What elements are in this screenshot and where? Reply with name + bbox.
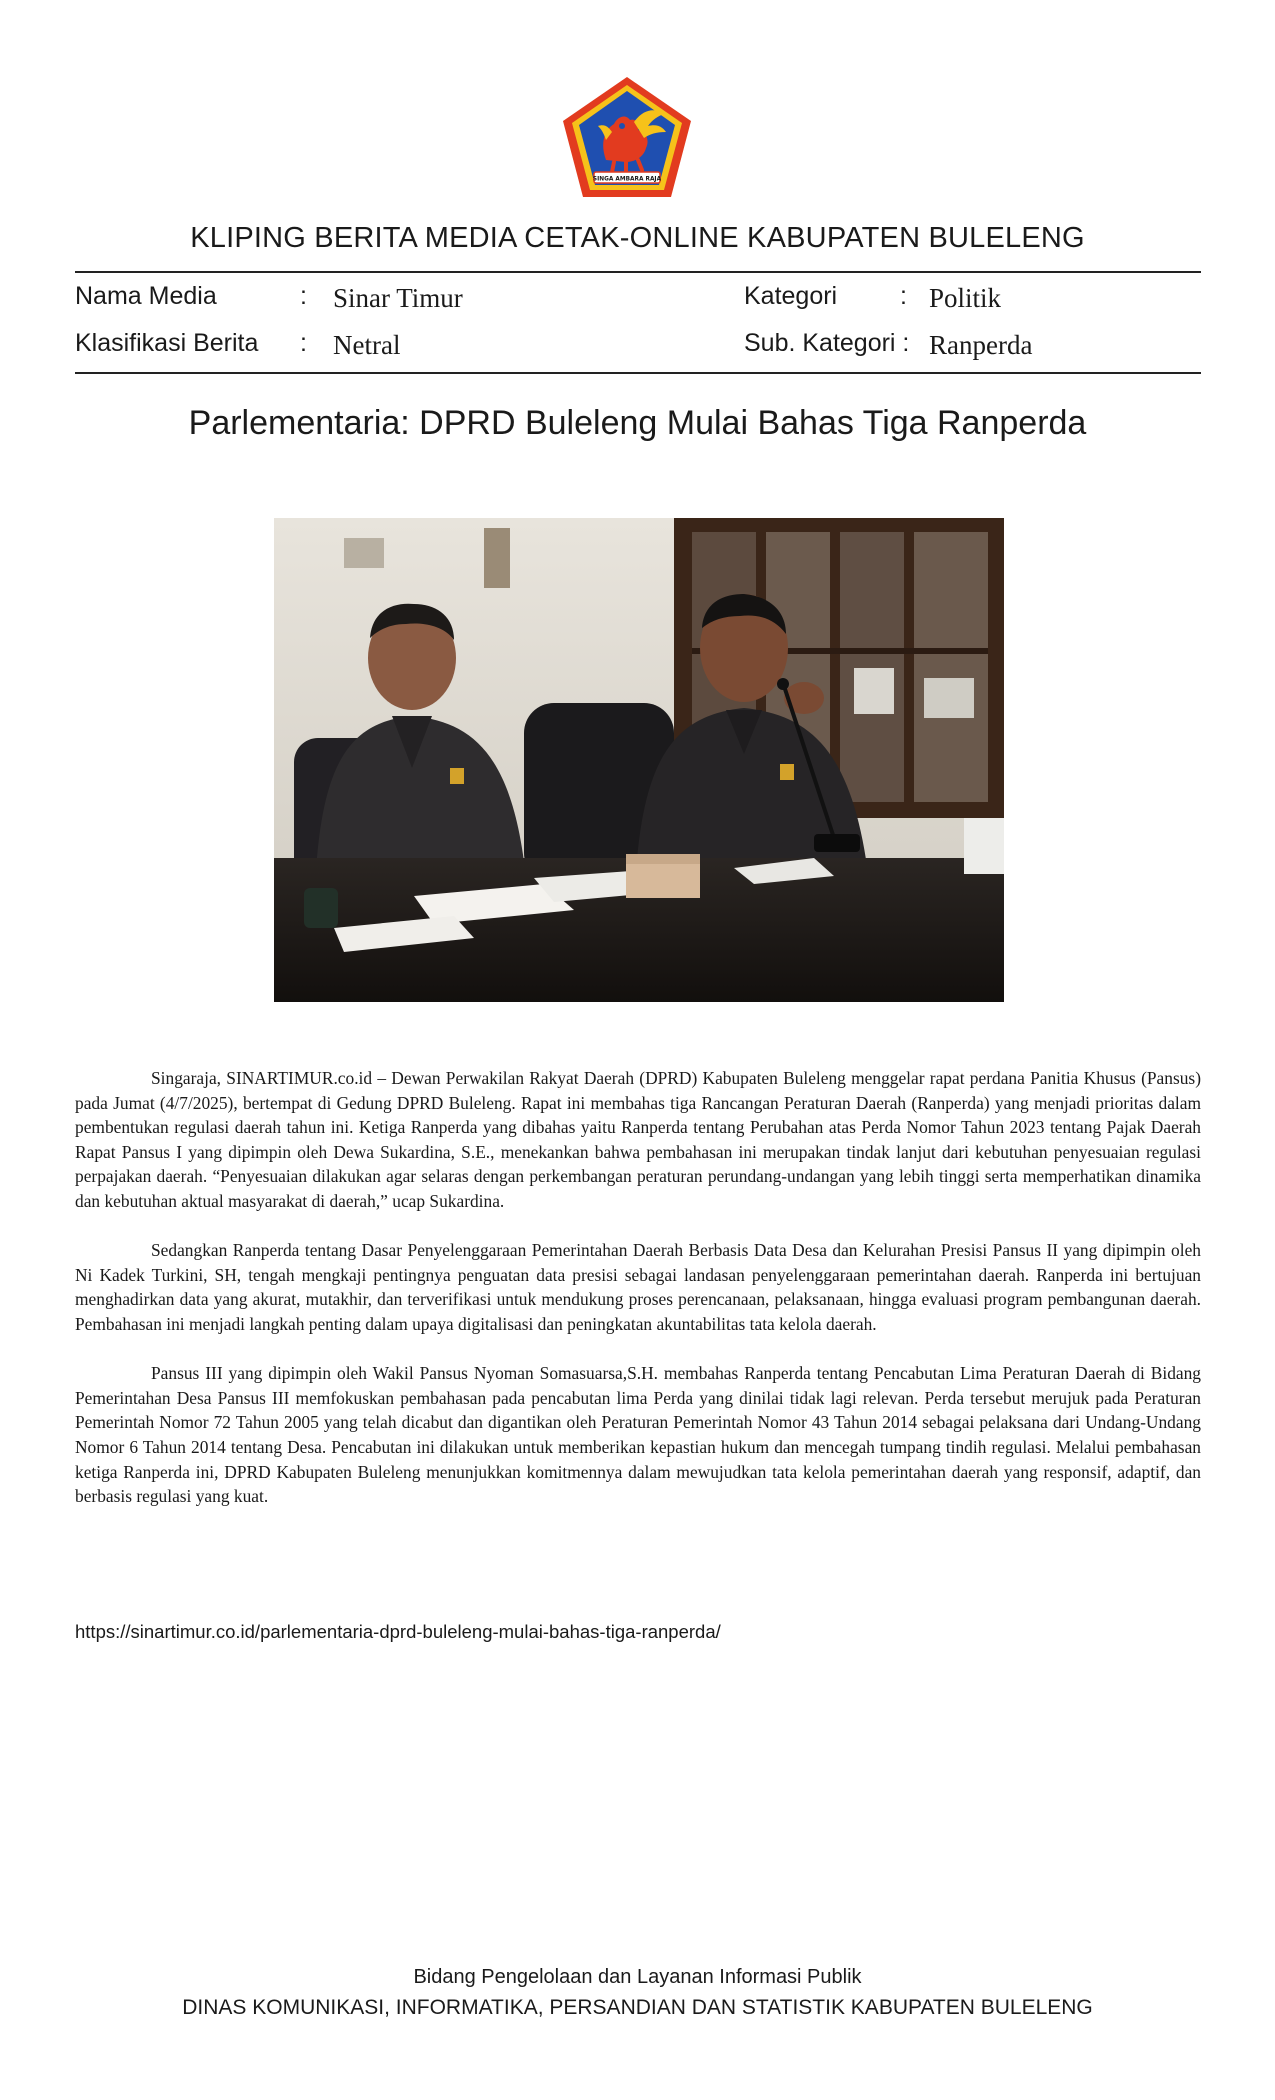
category-label: Kategori — [744, 282, 838, 310]
footer-agency: DINAS KOMUNIKASI, INFORMATIKA, PERSANDIAN DAN STATISTIK KABUPATEN BULELENG — [182, 1996, 1093, 2019]
article-paragraph-1: Singaraja, SINARTIMUR.co.id – Dewan Perwakilan Rakyat Daerah (DPRD) Kabupaten Buleleng menggelar rapat perdana Panitia Khusus (Pansus) pada Jumat (4/7/2025), bertempat di Gedung DPRD Buleleng. Rapat ini membahas tiga Rancangan Peraturan Daerah (Ranperda) yang menjadi prioritas dalam pembentukan regulasi daerah tahun ini. Ketiga Ranperda yang dibahas yaitu Ranperda tentang Perubahan atas Perda Nomor Tahun 2023 tentang Pajak Daerah Rapat Pansus I yang dipimpin oleh Dewa Sukardina, S.E., menekankan bahwa pembahasan ini merupakan tindak lanjut dari kebutuhan penyesuaian regulasi perpajakan daerah. “Penyesuaian dilakukan agar selaras dengan perkembangan peraturan perundang-undangan yang lebih tinggi serta memperhatikan dinamika dan kebutuhan aktual masyarakat di daerah,” ucap Sukardina. — [75, 1068, 1201, 1211]
header-divider-top — [75, 271, 1201, 273]
buleleng-crest-logo — [560, 74, 694, 200]
header-divider-bottom — [75, 372, 1201, 374]
clipping-header-title: KLIPING BERITA MEDIA CETAK-ONLINE KABUPATEN BULELENG — [190, 222, 1085, 254]
media-name-label: Nama Media — [75, 282, 217, 310]
subcategory-label: Sub. Kategori : — [744, 329, 910, 357]
svg-text:SINGA AMBARA RAJA: SINGA AMBARA RAJA — [592, 176, 662, 183]
media-name-colon: : — [300, 282, 307, 310]
source-url-link[interactable]: https://sinartimur.co.id/parlementaria-dprd-buleleng-mulai-bahas-tiga-ranperda/ — [75, 1621, 721, 1642]
article-paragraph-2: Sedangkan Ranperda tentang Dasar Penyelenggaraan Pemerintahan Daerah Berbasis Data Desa dan Kelurahan Presisi Pansus II yang dipimpin oleh Ni Kadek Turkini, SH, tengah mengkaji pentingnya penguatan data presisi sebagai landasan penyelenggaraan pemerintahan daerah. Ranperda ini bertujuan menghadirkan data yang akurat, mutakhir, dan terverifikasi untuk mendukung proses perencanaan, pelaksanaan, hingga evaluasi program pembangunan daerah. Pembahasan ini menjadi langkah penting dalam upaya digitalisasi dan peningkatan akuntabilitas tata kelola daerah. — [75, 1240, 1201, 1334]
classification-colon: : — [300, 329, 307, 357]
category-value: Politik — [929, 283, 1002, 313]
article-body — [75, 1066, 1201, 1533]
footer-department: Bidang Pengelolaan dan Layanan Informasi Publik — [413, 1966, 862, 1988]
subcategory-value: Ranperda — [929, 330, 1033, 360]
classification-label: Klasifikasi Berita — [75, 329, 259, 357]
article-title: Parlementaria: DPRD Buleleng Mulai Bahas Tiga Ranperda — [188, 404, 1087, 442]
article-paragraph-3: Pansus III yang dipimpin oleh Wakil Pansus Nyoman Somasuarsa,S.H. membahas Ranperda tentang Pencabutan Lima Peraturan Daerah di Bidang Pemerintahan Desa Pansus III memfokuskan pembahasan pada pencabutan lima Perda yang dinilai tidak lagi relevan. Perda tersebut merujuk pada Peraturan Pemerintah Nomor 72 Tahun 2005 yang telah dicabut dan digantikan oleh Peraturan Pemerintah Nomor 43 Tahun 2014 sebagai pelaksana dari Undang-Undang Nomor 6 Tahun 2014 tentang Desa. Pencabutan ini dilakukan untuk memberikan kepastian hukum dan mencegah tumpang tindih regulasi. Melalui pembahasan ketiga Ranperda ini, DPRD Kabupaten Buleleng menunjukkan komitmennya dalam mewujudkan tata kelola pemerintahan daerah yang responsif, adaptif, dan berbasis regulasi yang kuat. — [75, 1363, 1201, 1507]
media-name-value: Sinar Timur — [333, 283, 463, 313]
classification-value: Netral — [333, 330, 401, 360]
article-photo — [274, 518, 1004, 1002]
category-colon: : — [900, 282, 907, 310]
